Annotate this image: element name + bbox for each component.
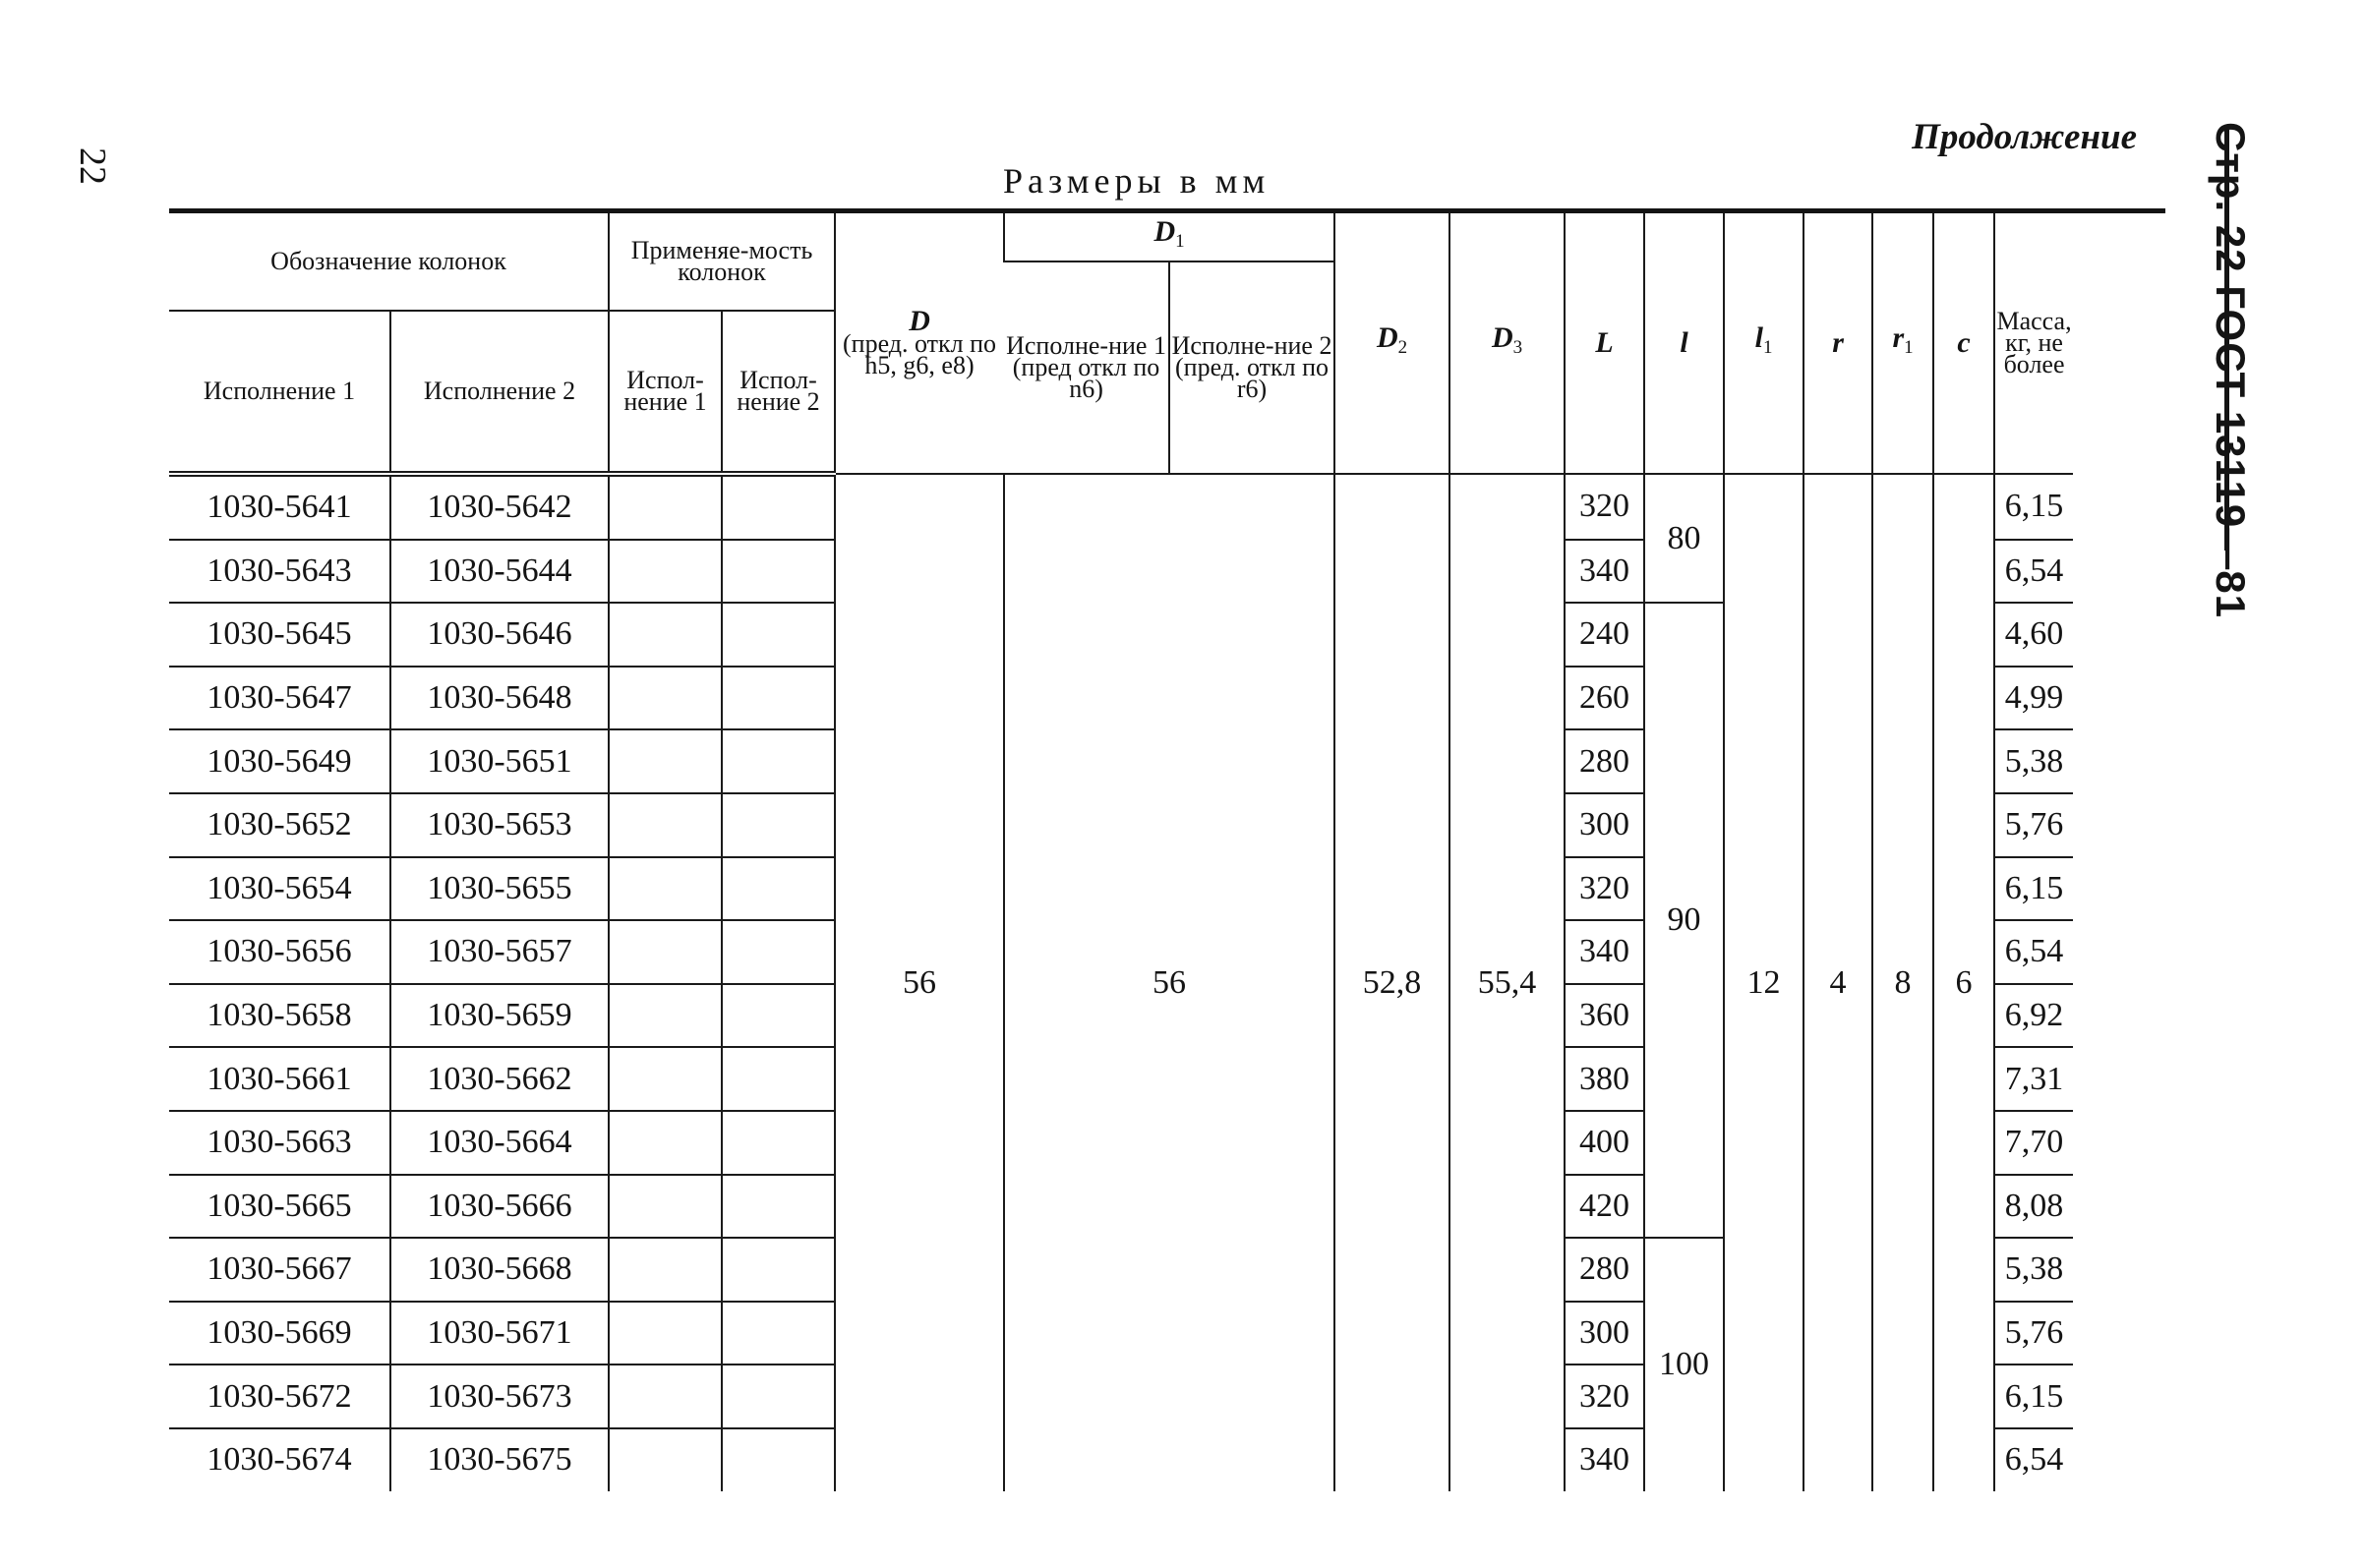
cell-appl1 bbox=[609, 603, 722, 667]
cell-exec1: 1030-5649 bbox=[169, 729, 390, 793]
cell-appl2 bbox=[722, 920, 835, 984]
cell-mass: 6,92 bbox=[1994, 984, 2073, 1048]
spec-table bbox=[169, 208, 2165, 1491]
header-d1-symbol: D bbox=[1153, 215, 1176, 248]
cell-mass: 5,38 bbox=[1994, 1238, 2073, 1302]
cell-appl2 bbox=[722, 1428, 835, 1491]
cell-appl2 bbox=[722, 984, 835, 1048]
header-d1-sub: 1 bbox=[1175, 231, 1185, 252]
header-designation: Обозначение колонок bbox=[169, 211, 609, 312]
cell-exec1: 1030-5647 bbox=[169, 667, 390, 730]
cell-length: 380 bbox=[1565, 1047, 1644, 1111]
cell-exec2: 1030-5655 bbox=[390, 857, 609, 921]
cell-exec2: 1030-5668 bbox=[390, 1238, 609, 1302]
cell-appl2 bbox=[722, 474, 835, 540]
cell-appl1 bbox=[609, 729, 722, 793]
header-l-length bbox=[1565, 211, 1644, 475]
cell-appl2 bbox=[722, 793, 835, 857]
header-appl2: Испол-нение 2 bbox=[722, 311, 835, 474]
header-applicability: Применяе-мость колонок bbox=[609, 211, 835, 312]
cell-appl1 bbox=[609, 1238, 722, 1302]
page-number: 22 bbox=[72, 147, 113, 185]
cell-d: 56 bbox=[835, 474, 1004, 1491]
cell-exec2: 1030-5662 bbox=[390, 1047, 609, 1111]
cell-d1: 56 bbox=[1004, 474, 1334, 1491]
cell-d3: 55,4 bbox=[1449, 474, 1565, 1491]
cell-appl1 bbox=[609, 793, 722, 857]
cell-exec2: 1030-5651 bbox=[390, 729, 609, 793]
cell-exec2: 1030-5666 bbox=[390, 1175, 609, 1239]
cell-appl1 bbox=[609, 1111, 722, 1175]
cell-appl2 bbox=[722, 667, 835, 730]
cell-length: 340 bbox=[1565, 540, 1644, 604]
cell-exec2: 1030-5657 bbox=[390, 920, 609, 984]
header-d3-symbol: D bbox=[1491, 321, 1513, 354]
cell-l: 80 bbox=[1644, 474, 1724, 603]
header-d2-sub: 2 bbox=[1397, 337, 1408, 358]
cell-mass: 8,08 bbox=[1994, 1175, 2073, 1239]
cell-appl1 bbox=[609, 1428, 722, 1491]
cell-mass: 4,99 bbox=[1994, 667, 2073, 730]
cell-length: 300 bbox=[1565, 793, 1644, 857]
cell-appl2 bbox=[722, 1111, 835, 1175]
cell-exec1: 1030-5656 bbox=[169, 920, 390, 984]
cell-mass: 5,76 bbox=[1994, 793, 2073, 857]
cell-d2: 52,8 bbox=[1334, 474, 1449, 1491]
header-appl1: Испол-нение 1 bbox=[609, 311, 722, 474]
cell-appl1 bbox=[609, 667, 722, 730]
header-r bbox=[1803, 211, 1872, 475]
header-l-length-symbol: L bbox=[1595, 325, 1614, 359]
header-d-note: (пред. откл по h5, g6, e8) bbox=[843, 328, 997, 379]
cell-appl1 bbox=[609, 857, 722, 921]
cell-exec1: 1030-5643 bbox=[169, 540, 390, 604]
cell-mass: 7,70 bbox=[1994, 1111, 2073, 1175]
cell-appl1 bbox=[609, 1047, 722, 1111]
cell-appl1 bbox=[609, 474, 722, 540]
cell-mass: 4,60 bbox=[1994, 603, 2073, 667]
cell-appl2 bbox=[722, 1175, 835, 1239]
cell-length: 320 bbox=[1565, 857, 1644, 921]
cell-exec1: 1030-5663 bbox=[169, 1111, 390, 1175]
cell-exec1: 1030-5672 bbox=[169, 1365, 390, 1428]
units-caption: Размеры в мм bbox=[1003, 161, 1271, 201]
cell-appl2 bbox=[722, 1302, 835, 1365]
cell-appl1 bbox=[609, 920, 722, 984]
header-r-symbol: r bbox=[1832, 325, 1844, 359]
cell-r: 4 bbox=[1803, 474, 1872, 1491]
cell-exec1: 1030-5654 bbox=[169, 857, 390, 921]
cell-exec2: 1030-5644 bbox=[390, 540, 609, 604]
cell-appl2 bbox=[722, 603, 835, 667]
header-mass: Масса, кг, не более bbox=[1994, 211, 2073, 475]
cell-mass: 6,15 bbox=[1994, 1365, 2073, 1428]
cell-length: 280 bbox=[1565, 729, 1644, 793]
cell-exec2: 1030-5664 bbox=[390, 1111, 609, 1175]
cell-appl2 bbox=[722, 1238, 835, 1302]
cell-mass: 6,54 bbox=[1994, 1428, 2073, 1491]
header-c-symbol: c bbox=[1957, 325, 1971, 359]
cell-appl2 bbox=[722, 540, 835, 604]
cell-length: 420 bbox=[1565, 1175, 1644, 1239]
cell-length: 400 bbox=[1565, 1111, 1644, 1175]
cell-mass: 5,38 bbox=[1994, 729, 2073, 793]
cell-l: 100 bbox=[1644, 1238, 1724, 1490]
cell-exec2: 1030-5646 bbox=[390, 603, 609, 667]
header-d1-exec2: Исполне-ние 2 (пред. откл по r6) bbox=[1169, 261, 1334, 474]
header-d bbox=[835, 211, 1004, 475]
cell-exec2: 1030-5673 bbox=[390, 1365, 609, 1428]
cell-exec2: 1030-5648 bbox=[390, 667, 609, 730]
cell-exec1: 1030-5641 bbox=[169, 474, 390, 540]
header-c bbox=[1933, 211, 1994, 475]
cell-exec1: 1030-5645 bbox=[169, 603, 390, 667]
cell-length: 300 bbox=[1565, 1302, 1644, 1365]
cell-l1: 12 bbox=[1724, 474, 1803, 1491]
cell-appl2 bbox=[722, 1365, 835, 1428]
header-r1-symbol: r bbox=[1892, 321, 1905, 354]
header-d-symbol: D bbox=[909, 304, 930, 337]
header-l1-symbol: l bbox=[1754, 321, 1763, 354]
header-d2-symbol: D bbox=[1376, 321, 1398, 354]
cell-mass: 5,76 bbox=[1994, 1302, 2073, 1365]
cell-exec2: 1030-5671 bbox=[390, 1302, 609, 1365]
cell-exec1: 1030-5665 bbox=[169, 1175, 390, 1239]
header-exec2: Исполнение 2 bbox=[390, 311, 609, 474]
cell-appl1 bbox=[609, 1175, 722, 1239]
side-header: Стр. 22 ГОСТ 13119—81 bbox=[2208, 122, 2254, 619]
cell-exec1: 1030-5652 bbox=[169, 793, 390, 857]
cell-exec2: 1030-5642 bbox=[390, 474, 609, 540]
cell-length: 320 bbox=[1565, 474, 1644, 540]
header-d1-exec1: Исполне-ние 1 (пред откл по n6) bbox=[1004, 261, 1169, 474]
cell-exec2: 1030-5659 bbox=[390, 984, 609, 1048]
spec-body bbox=[169, 474, 2165, 1491]
cell-r1: 8 bbox=[1872, 474, 1933, 1491]
cell-length: 260 bbox=[1565, 667, 1644, 730]
header-d3 bbox=[1449, 211, 1565, 475]
cell-appl2 bbox=[722, 857, 835, 921]
cell-exec2: 1030-5653 bbox=[390, 793, 609, 857]
cell-exec1: 1030-5658 bbox=[169, 984, 390, 1048]
cell-mass: 6,54 bbox=[1994, 920, 2073, 984]
cell-appl2 bbox=[722, 729, 835, 793]
continuation-label: Продолжение bbox=[1912, 117, 2137, 157]
header-d2 bbox=[1334, 211, 1449, 475]
cell-length: 320 bbox=[1565, 1365, 1644, 1428]
header-l bbox=[1644, 211, 1724, 475]
cell-mass: 6,15 bbox=[1994, 474, 2073, 540]
cell-length: 360 bbox=[1565, 984, 1644, 1048]
header-d3-sub: 3 bbox=[1512, 337, 1523, 358]
cell-appl1 bbox=[609, 1302, 722, 1365]
cell-length: 280 bbox=[1565, 1238, 1644, 1302]
header-exec1: Исполнение 1 bbox=[169, 311, 390, 474]
cell-exec2: 1030-5675 bbox=[390, 1428, 609, 1491]
cell-mass: 7,31 bbox=[1994, 1047, 2073, 1111]
cell-c: 6 bbox=[1933, 474, 1994, 1491]
header-d1 bbox=[1004, 211, 1334, 262]
cell-exec1: 1030-5661 bbox=[169, 1047, 390, 1111]
header-l1-sub: 1 bbox=[1762, 337, 1773, 358]
cell-exec1: 1030-5674 bbox=[207, 1441, 352, 1479]
cell-appl1 bbox=[609, 540, 722, 604]
header-l1 bbox=[1724, 211, 1803, 475]
cell-appl2 bbox=[722, 1047, 835, 1111]
table-row bbox=[169, 474, 2165, 540]
cell-length: 340 bbox=[1565, 920, 1644, 984]
header-r1 bbox=[1872, 211, 1933, 475]
cell-length: 340 bbox=[1565, 1428, 1644, 1491]
cell-mass: 6,54 bbox=[1994, 540, 2073, 604]
cell-l: 90 bbox=[1644, 603, 1724, 1238]
header-l-symbol: l bbox=[1680, 325, 1688, 359]
cell-exec1: 1030-5667 bbox=[169, 1238, 390, 1302]
cell-exec1: 1030-5669 bbox=[169, 1302, 390, 1365]
cell-appl1 bbox=[609, 984, 722, 1048]
cell-mass: 6,15 bbox=[1994, 857, 2073, 921]
cell-appl1 bbox=[609, 1365, 722, 1428]
cell-length: 240 bbox=[1565, 603, 1644, 667]
header-r1-sub: 1 bbox=[1904, 337, 1914, 358]
